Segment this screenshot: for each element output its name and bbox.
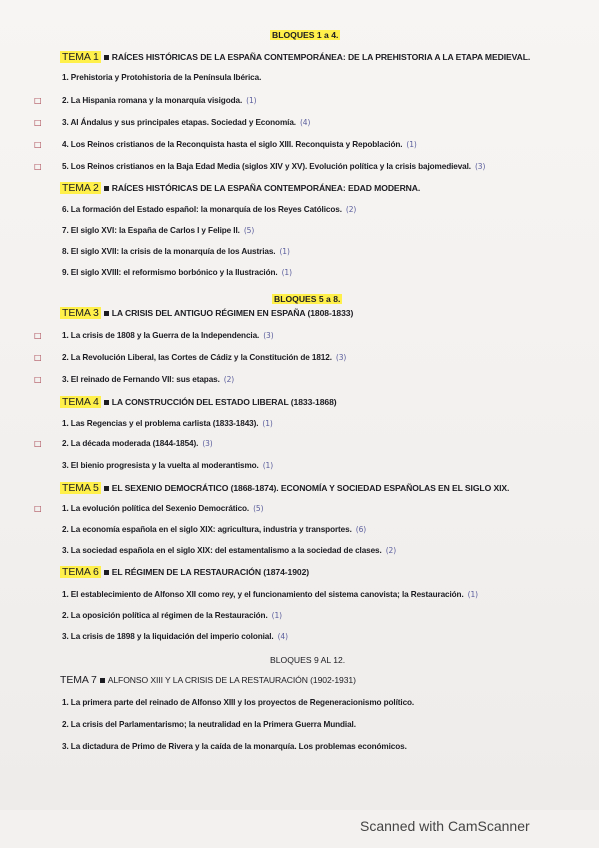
tema-6-heading [60,566,309,578]
list-item: 1. La crisis de 1808 y la Guerra de la Independencia. (3) [62,331,274,340]
list-item: 3. La dictadura de Primo de Rivera y la caída de la monarquía. Los problemas económicos. [62,742,407,751]
tema-3-tag: TEMA 3 [62,307,99,319]
tema-2-heading [60,182,420,194]
bullet-icon [104,486,109,491]
tema-4-heading [60,396,337,408]
checkbox-mark-icon: □ [34,504,42,513]
list-item: 8. El siglo XVII: la crisis de la monarquía de los Austrias. (1) [62,247,290,256]
tema-1-tag: TEMA 1 [62,51,99,63]
bullet-icon [104,311,109,316]
tema-4-tag: TEMA 4 [62,396,99,408]
tema-7-heading [60,674,356,686]
tema-3-heading [60,307,353,319]
checkbox-mark-icon: □ [34,96,42,105]
tema-2-tag: TEMA 2 [62,182,99,194]
list-item: 2. La economía española en el siglo XIX: agricultura, industria y transportes. (6) [62,525,367,534]
list-item: 4. Los Reinos cristianos de la Reconquista hasta el siglo XIII. Reconquista y Repoblación. (1) [62,140,417,149]
list-item: 6. La formación del Estado español: la monarquía de los Reyes Católicos. (2) [62,205,357,214]
tema-5-title: EL SEXENIO DEMOCRÁTICO (1868-1874). ECONOMÍA Y SOCIEDAD ESPAÑOLAS EN EL SIGLO XIX. [111,483,510,493]
list-item: 2. La década moderada (1844-1854). (3) [62,439,213,448]
tema-4-title: LA CONSTRUCCIÓN DEL ESTADO LIBERAL (1833-1868) [111,397,337,407]
bullet-icon [100,678,105,683]
tema-3-title: LA CRISIS DEL ANTIGUO RÉGIMEN EN ESPAÑA (1808-1833) [111,308,354,318]
tema-1-heading [60,51,530,63]
tema-7-title: ALFONSO XIII Y LA CRISIS DE LA RESTAURACIÓN (1902-1931) [107,675,356,685]
checkbox-mark-icon: □ [34,162,42,171]
list-item: 1. La evolución política del Sexenio Democrático. (5) [62,504,264,513]
list-item: 3. La sociedad española en el siglo XIX: del estamentalismo a la sociedad de clases. (2) [62,546,397,555]
list-item: 2. La Hispania romana y la monarquía visigoda. (1) [62,96,257,105]
checkbox-mark-icon: □ [34,375,42,384]
tema-5-heading [60,482,509,494]
bloque-heading-1: BLOQUES 1 a 4. [272,30,339,40]
tema-2-title: RAÍCES HISTÓRICAS DE LA ESPAÑA CONTEMPORÁNEA: EDAD MODERNA. [111,183,421,193]
tema-1-title: RAÍCES HISTÓRICAS DE LA ESPAÑA CONTEMPORÁNEA: DE LA PREHISTORIA A LA ETAPA MEDIEVAL. [111,52,531,62]
list-item: 1. Las Regencias y el problema carlista (1833-1843). (1) [62,419,273,428]
tema-6-tag: TEMA 6 [62,566,99,578]
list-item: 1. El establecimiento de Alfonso XII como rey, y el funcionamiento del sistema canovista; la Restauración. (1) [62,590,478,599]
bullet-icon [104,55,109,60]
tema-6-title: EL RÉGIMEN DE LA RESTAURACIÓN (1874-1902) [111,567,310,577]
bullet-icon [104,570,109,575]
tema-7-tag: TEMA 7 [60,674,97,686]
list-item: 3. Al Ándalus y sus principales etapas. Sociedad y Economía. (4) [62,118,311,127]
list-item: 2. La oposición política al régimen de la Restauración. (1) [62,611,282,620]
bullet-icon [104,186,109,191]
checkbox-mark-icon: □ [34,140,42,149]
list-item: 2. La crisis del Parlamentarismo; la neutralidad en la Primera Guerra Mundial. [62,720,356,729]
list-item: 2. La Revolución Liberal, las Cortes de Cádiz y la Constitución de 1812. (3) [62,353,347,362]
tema-5-tag: TEMA 5 [62,482,99,494]
checkbox-mark-icon: □ [34,439,42,448]
list-item: 3. El reinado de Fernando VII: sus etapas. (2) [62,375,235,384]
list-item: 1. Prehistoria y Protohistoria de la Península Ibérica. [62,73,262,82]
list-item: 5. Los Reinos cristianos en la Baja Edad Media (siglos XIV y XV). Evolución política y la crisis bajomedieval. (3) [62,162,486,171]
list-item: 7. El siglo XVI: la España de Carlos I y Felipe II. (5) [62,226,255,235]
checkbox-mark-icon: □ [34,353,42,362]
bullet-icon [104,400,109,405]
list-item: 3. El bienio progresista y la vuelta al moderantismo. (1) [62,461,274,470]
checkbox-mark-icon: □ [34,331,42,340]
checkbox-mark-icon: □ [34,118,42,127]
bloque-heading-3: BLOQUES 9 AL 12. [270,655,346,665]
list-item: 9. El siglo XVIII: el reformismo borbónico y la Ilustración. (1) [62,268,292,277]
list-item: 1. La primera parte del reinado de Alfonso XIII y los proyectos de Regeneracionismo político. [62,698,415,707]
bloque-heading-2: BLOQUES 5 a 8. [274,294,341,304]
list-item: 3. La crisis de 1898 y la liquidación del imperio colonial. (4) [62,632,288,641]
scanner-watermark: Scanned with CamScanner [360,818,530,834]
